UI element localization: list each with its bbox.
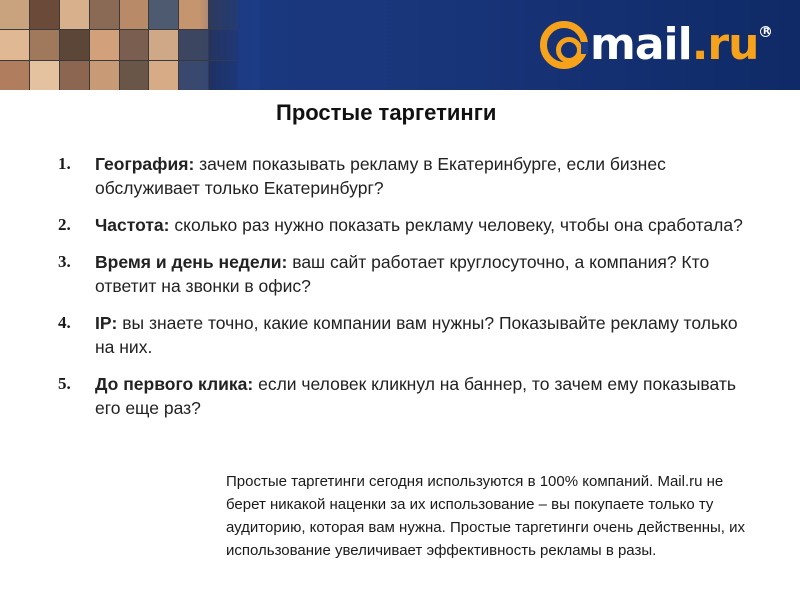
photo-tile xyxy=(120,0,149,29)
photo-tile xyxy=(60,61,89,90)
photo-tile xyxy=(149,0,178,29)
photo-tile xyxy=(30,61,59,90)
photo-tile xyxy=(30,30,59,59)
list-item xyxy=(58,250,758,298)
photo-tile xyxy=(60,30,89,59)
photo-tile xyxy=(149,61,178,90)
photo-tile xyxy=(90,0,119,29)
item-number: 1. xyxy=(58,154,71,173)
photo-tile xyxy=(120,61,149,90)
logo-ru-text: .ru xyxy=(691,19,759,70)
item-term: До первого клика: xyxy=(95,374,254,394)
item-number: 3. xyxy=(58,252,71,271)
registered-mark-icon: R xyxy=(760,26,771,37)
item-number: 5. xyxy=(58,374,71,393)
list-item xyxy=(58,152,758,200)
photo-tile xyxy=(0,30,29,59)
item-description: ваш сайт работает круглосуточно, а компания? Кто ответит на звонки в офис? xyxy=(95,252,710,296)
item-number: 2. xyxy=(58,215,71,234)
item-text xyxy=(95,372,758,420)
mail-ru-logo xyxy=(540,20,771,70)
photo-tile xyxy=(149,30,178,59)
collage-fade xyxy=(200,0,260,90)
photo-tile xyxy=(60,0,89,29)
header-banner xyxy=(0,0,800,90)
item-term: IP: xyxy=(95,313,118,333)
item-text xyxy=(95,250,758,298)
item-term: География: xyxy=(95,154,195,174)
targeting-list xyxy=(58,152,758,433)
item-text xyxy=(95,311,758,359)
photo-tile xyxy=(30,0,59,29)
at-sign-icon xyxy=(540,21,588,69)
photo-tile xyxy=(90,61,119,90)
item-description: если человек кликнул на баннер, то зачем ему показывать его еще раз? xyxy=(95,374,736,418)
list-item xyxy=(58,213,758,237)
item-description: сколько раз нужно показать рекламу человеку, чтобы она сработала? xyxy=(169,215,743,235)
item-description: вы знаете точно, какие компании вам нужны? Показывайте рекламу только на них. xyxy=(95,313,738,357)
item-number: 4. xyxy=(58,313,71,332)
item-text xyxy=(95,152,758,200)
photo-tile xyxy=(120,30,149,59)
photo-tile xyxy=(0,0,29,29)
item-text xyxy=(95,213,743,237)
list-item xyxy=(58,372,758,420)
item-term: Время и день недели: xyxy=(95,252,288,272)
photo-tile xyxy=(90,30,119,59)
item-term: Частота: xyxy=(95,215,170,235)
item-description: зачем показывать рекламу в Екатеринбурге, если бизнес обслуживает только Екатеринбург? xyxy=(95,154,666,198)
list-item xyxy=(58,311,758,359)
slide-title: Простые таргетинги xyxy=(276,100,497,125)
summary-note: Простые таргетинги сегодня используются в 100% компаний. Mail.ru не берет никакой наценки за их использование – вы покупаете только ту аудиторию, которая вам нужна. Простые таргетинги очень действенны, их использование увеличивает эффективность рекламы в разы. xyxy=(226,473,746,559)
photo-tile xyxy=(0,61,29,90)
logo-mail-text: mail xyxy=(590,19,692,70)
